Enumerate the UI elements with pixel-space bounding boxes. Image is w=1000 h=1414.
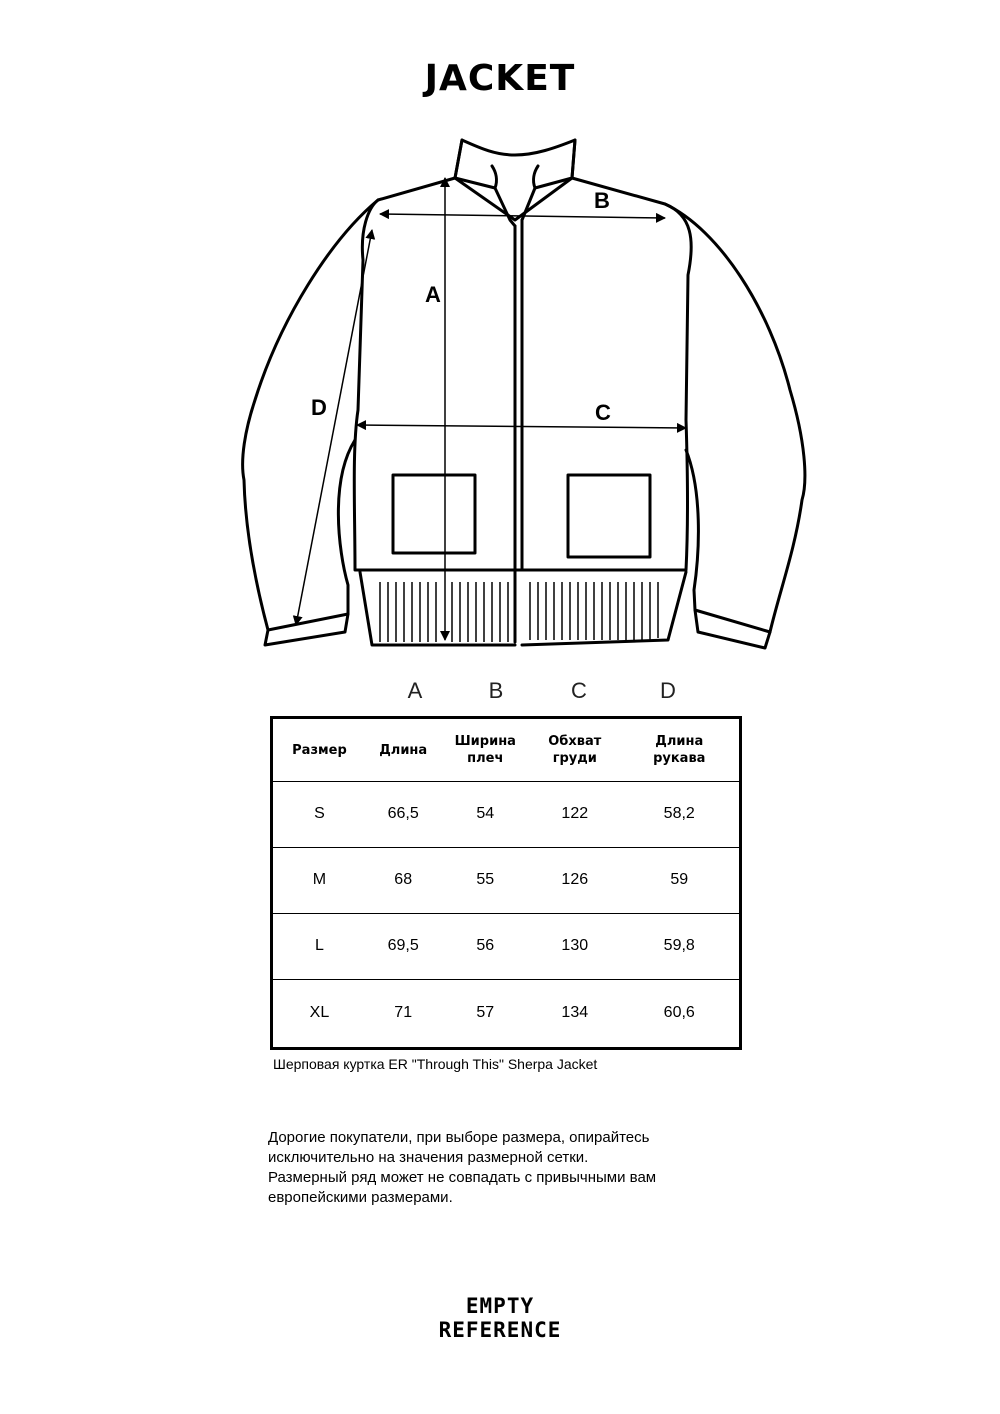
note-line: исключительно на значения размерной сетки. bbox=[268, 1149, 589, 1166]
cell-length: 68 bbox=[366, 847, 441, 913]
header-chest: Обхват груди bbox=[530, 718, 619, 782]
waistband-ribbing bbox=[380, 582, 658, 642]
cell-shoulder: 57 bbox=[476, 1004, 495, 1022]
cell-sleeve: 59 bbox=[620, 847, 741, 913]
cell-size: M bbox=[272, 847, 366, 913]
cell-size: L bbox=[272, 913, 366, 979]
table-row bbox=[272, 979, 741, 1048]
label-d: D bbox=[311, 395, 327, 420]
label-a: A bbox=[425, 282, 441, 307]
column-letters bbox=[0, 678, 1000, 708]
cell-shoulder: 54 bbox=[441, 782, 531, 848]
cell-shoulder: 55 bbox=[441, 847, 531, 913]
table-row bbox=[272, 913, 741, 979]
header-sleeve-length: Длина рукава bbox=[620, 718, 741, 782]
label-b: B bbox=[594, 188, 610, 213]
column-letter-c: C bbox=[571, 678, 587, 703]
cell-chest: 126 bbox=[530, 847, 619, 913]
cell-length: 71 bbox=[394, 1004, 413, 1022]
column-letter-b: B bbox=[488, 678, 504, 703]
note-line: европейскими размерами. bbox=[268, 1189, 453, 1206]
cell-shoulder: 56 bbox=[441, 913, 531, 979]
cell-sleeve: 60,6 bbox=[663, 1004, 695, 1022]
note-line: Дорогие покупатели, при выборе размера, опирайтесь bbox=[268, 1129, 650, 1146]
header-shoulder-width: Ширина плеч bbox=[441, 718, 531, 782]
left-pocket bbox=[393, 475, 475, 553]
header-size: Размер bbox=[272, 718, 366, 782]
note-line: Размерный ряд может не совпадать с привычными вам bbox=[268, 1169, 657, 1186]
cell-size: S bbox=[272, 782, 366, 848]
measure-d-arrow bbox=[296, 230, 372, 625]
cell-chest: 122 bbox=[530, 782, 619, 848]
table-row bbox=[272, 847, 741, 913]
page-title: JACKET bbox=[424, 58, 576, 99]
product-caption: Шерповая куртка ER "Through This" Sherpa Jacket bbox=[273, 1056, 598, 1072]
cell-chest: 134 bbox=[561, 1004, 589, 1022]
brand-logo bbox=[0, 1294, 1000, 1342]
size-note bbox=[268, 1128, 748, 1208]
header-length: Длина bbox=[366, 718, 441, 782]
table-row bbox=[272, 782, 741, 848]
column-letter-d: D bbox=[660, 678, 676, 703]
jacket-collar bbox=[455, 140, 575, 178]
brand-line-2: REFERENCE bbox=[438, 1318, 562, 1342]
cell-sleeve: 59,8 bbox=[620, 913, 741, 979]
jacket-diagram bbox=[0, 120, 1000, 660]
size-table bbox=[270, 716, 742, 1050]
brand-line-1: EMPTY bbox=[465, 1294, 535, 1318]
cell-length: 66,5 bbox=[366, 782, 441, 848]
right-pocket bbox=[568, 475, 650, 557]
waistband bbox=[360, 572, 686, 645]
label-c: C bbox=[595, 400, 611, 425]
cell-size: XL bbox=[309, 1004, 330, 1022]
cell-chest: 130 bbox=[530, 913, 619, 979]
table-header-row bbox=[272, 718, 741, 782]
column-letter-a: A bbox=[407, 678, 423, 703]
cell-length: 69,5 bbox=[366, 913, 441, 979]
cell-sleeve: 58,2 bbox=[620, 782, 741, 848]
